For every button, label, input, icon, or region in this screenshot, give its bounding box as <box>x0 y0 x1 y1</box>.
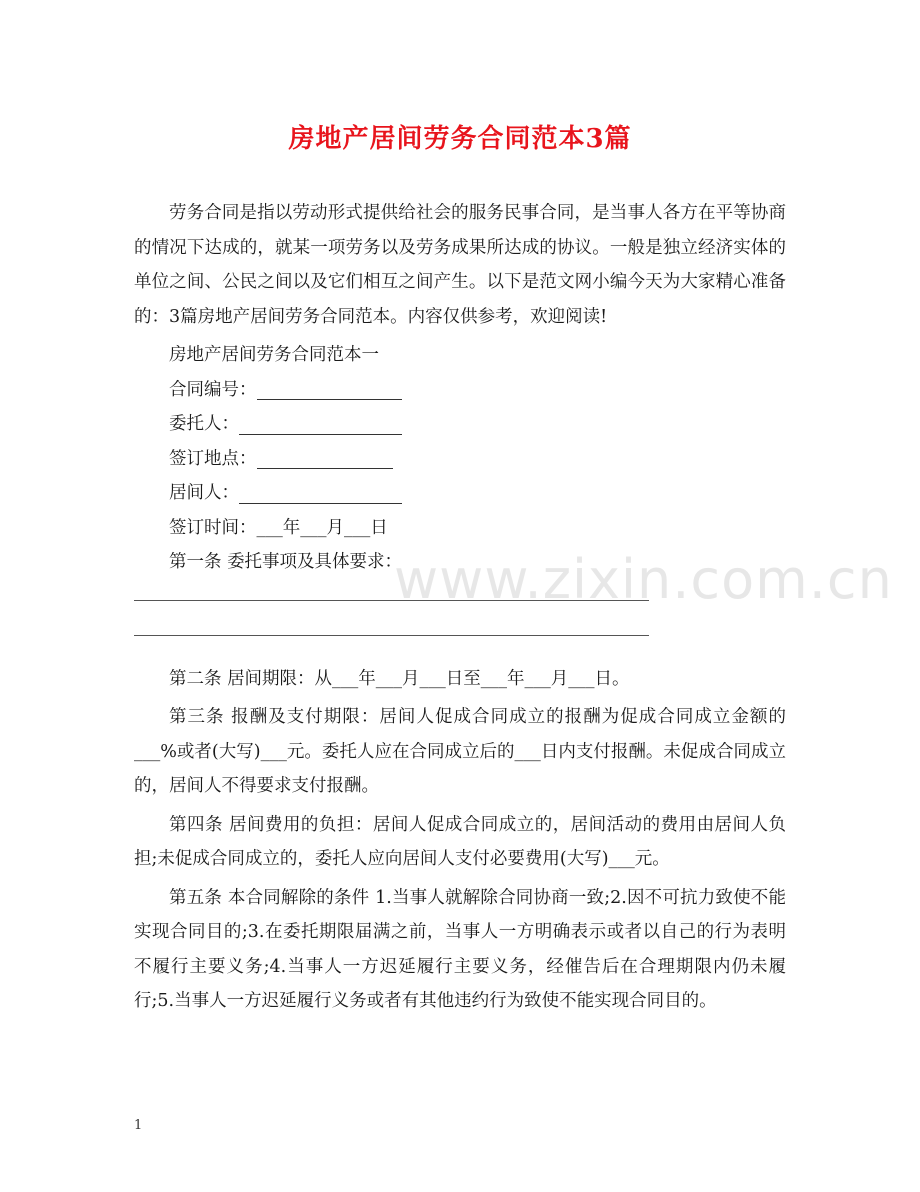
sign-place-field <box>134 442 786 477</box>
client-blank <box>239 412 402 435</box>
document-title: 房地产居间劳务合同范本3篇 <box>288 124 632 154</box>
article-3: 第三条 报酬及支付期限：居间人促成合同成立的报酬为促成合同成立金额的___%或者(大写)___元。委托人应在合同成立后的___日内支付报酬。未促成合同成立的，居间人不得要求支付报酬。 <box>134 707 786 796</box>
client-field <box>134 407 786 442</box>
sign-time-field: 签订时间：___年___月___日 <box>169 517 388 538</box>
article-1-blank-line-1 <box>134 580 786 615</box>
page-number: 1 <box>134 1118 143 1133</box>
article-1: 第一条 委托事项及具体要求： <box>169 552 403 572</box>
sign-place-blank <box>257 446 393 469</box>
broker-blank <box>239 481 402 504</box>
article-2: 第二条 居间期限：从___年___月___日至___年___月___日。 <box>169 668 630 689</box>
article-5: 第五条 本合同解除的条件 1.当事人就解除合同协商一致;2.因不可抗力致使不能实现合同目的;3.在委托期限届满之前，当事人一方明确表示或者以自己的行为表明不履行主要义务;4.当事人一方迟延履行主要义务，经催告后在合理期限内仍未履行;5.当事人一方迟延履行义务或者有其他违约行为致使不能实现合同目的。 <box>134 887 786 1011</box>
broker-label: 居间人： <box>169 483 239 503</box>
sign-place-label: 签订地点： <box>169 448 257 469</box>
contract-no-field <box>134 373 786 408</box>
contract-no-blank <box>257 377 402 400</box>
document-body <box>134 196 786 1019</box>
article-1-blank-line-2 <box>134 615 786 650</box>
intro-paragraph: 劳务合同是指以劳动形式提供给社会的服务民事合同，是当事人各方在平等协商的情况下达成的，就某一项劳务以及劳务成果所达成的协议。一般是独立经济实体的单位之间、公民之间以及它们相互之间产生。以下是范文网小编今天为大家精心准备的：3篇房地产居间劳务合同范本。内容仅供参考，欢迎阅读! <box>134 203 786 327</box>
section-heading: 房地产居间劳务合同范本一 <box>169 345 379 365</box>
contract-no-label: 合同编号： <box>169 379 257 400</box>
article-4: 第四条 居间费用的负担：居间人促成合同成立的，居间活动的费用由居间人负担;未促成合同成立的，委托人应向居间人支付必要费用(大写)___元。 <box>134 814 786 869</box>
client-label: 委托人： <box>169 414 239 434</box>
broker-field <box>134 476 786 511</box>
watermark: www.zixin.com.cn <box>394 548 893 611</box>
